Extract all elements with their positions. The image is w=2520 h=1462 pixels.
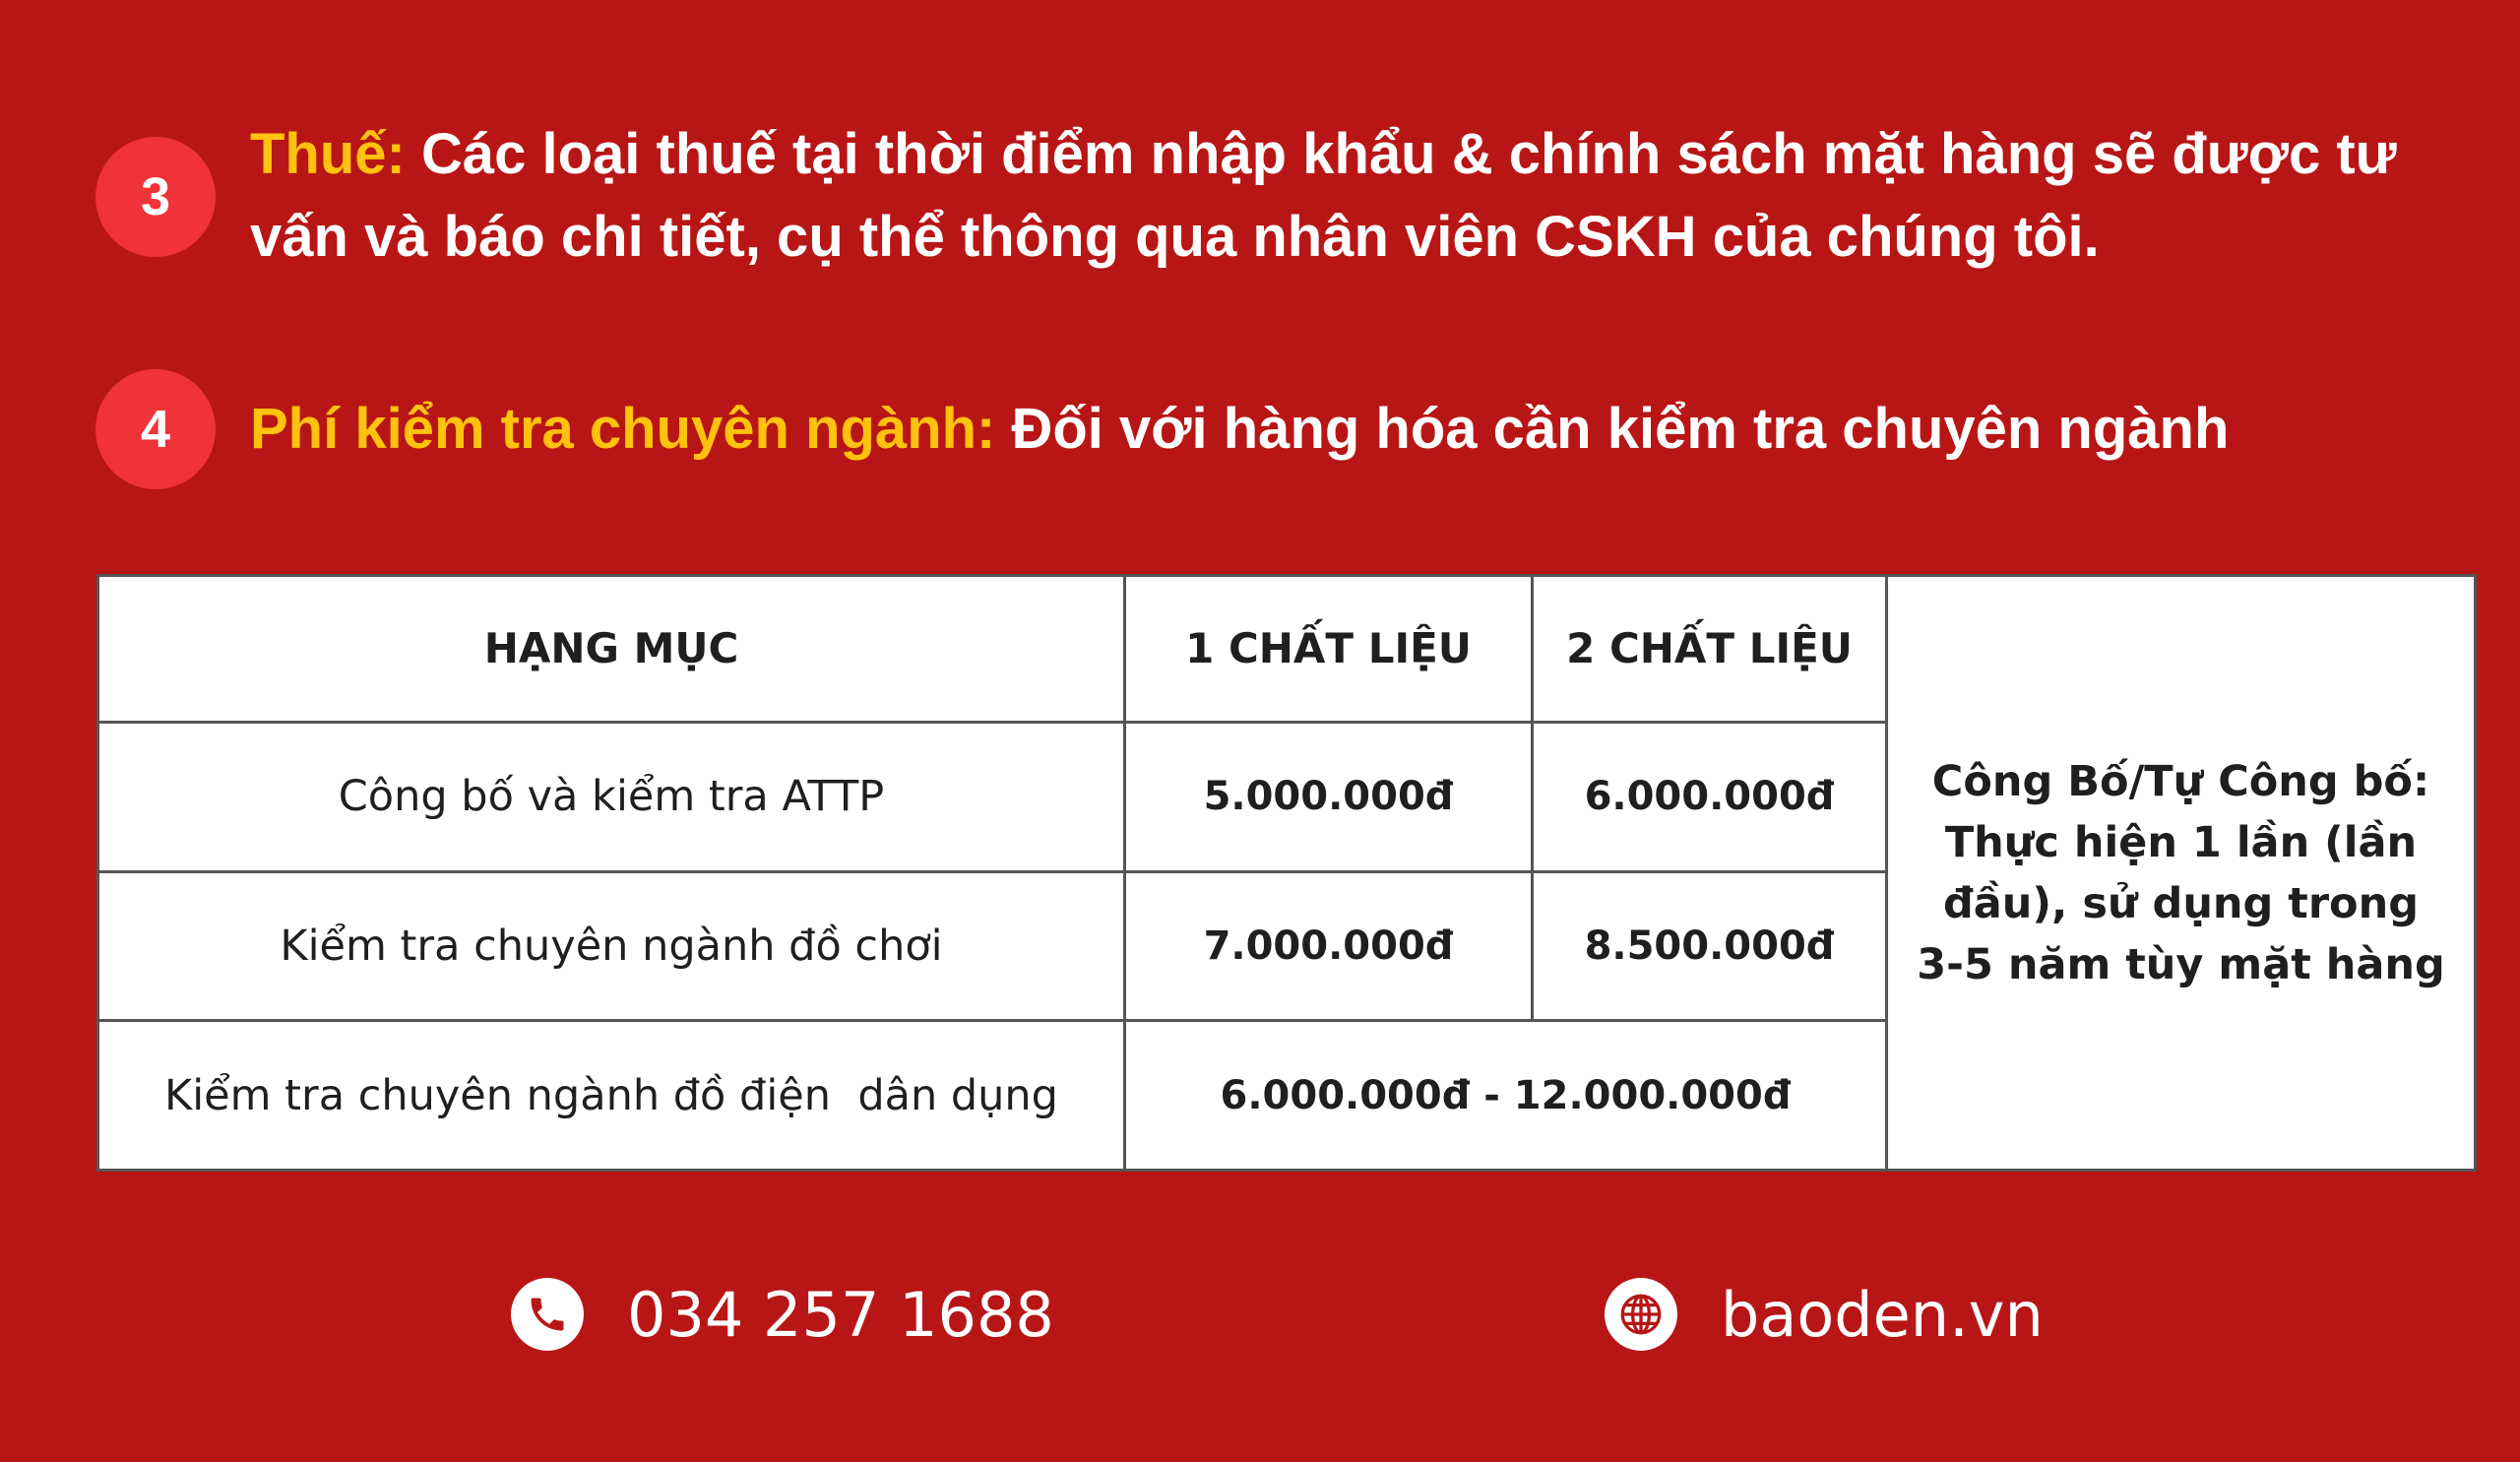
row-price-range: 6.000.000đ - 12.000.000đ [1125, 1021, 1887, 1171]
row-category: Kiểm tra chuyên ngành đồ chơi [98, 871, 1125, 1021]
row-price-two: 6.000.000đ [1533, 722, 1887, 871]
row-price-one: 7.000.000đ [1125, 871, 1533, 1021]
header-category: HẠNG MỤC [98, 576, 1125, 723]
website-contact[interactable] [1605, 1270, 2044, 1359]
row-price-one: 5.000.000đ [1125, 722, 1533, 871]
phone-contact[interactable] [511, 1270, 1054, 1359]
item-body: Các loại thuế tại thời điểm nhập khẩu & chính sách mặt hàng sẽ được tư vấn và báo chi tiết, cụ thể thông qua nhân viên CSKH của chúng tôi. [250, 122, 2397, 269]
header-two-materials: 2 CHẤT LIỆU [1533, 576, 1887, 723]
phone-number: 034 257 1688 [627, 1278, 1054, 1351]
item-number-badge: 3 [95, 137, 216, 257]
item-lead: Phí kiểm tra chuyên ngành: [250, 397, 996, 461]
fee-item-4 [95, 369, 2478, 489]
table-header-row [98, 576, 2476, 723]
item-number-badge: 4 [95, 369, 216, 489]
header-one-material: 1 CHẤT LIỆU [1125, 576, 1533, 723]
row-category: Công bố và kiểm tra ATTP [98, 722, 1125, 871]
row-price-two: 8.500.000đ [1533, 871, 1887, 1021]
item-text [250, 388, 2478, 471]
item-lead: Thuế: [250, 122, 406, 186]
fee-table [96, 574, 2477, 1172]
table-note: Công Bố/Tự Công bố: Thực hiện 1 lần (lần đầu), sử dụng trong 3-5 năm tùy mặt hàng [1887, 576, 2476, 1171]
fee-item-3 [95, 122, 2478, 304]
item-body: Đối với hàng hóa cần kiểm tra chuyên ngành [995, 397, 2230, 461]
phone-icon [511, 1278, 584, 1351]
item-text [250, 113, 2478, 279]
website-url: baoden.vn [1721, 1278, 2044, 1351]
row-category: Kiểm tra chuyên ngành đồ điện dân dụng [98, 1021, 1125, 1171]
globe-icon [1605, 1278, 1677, 1351]
